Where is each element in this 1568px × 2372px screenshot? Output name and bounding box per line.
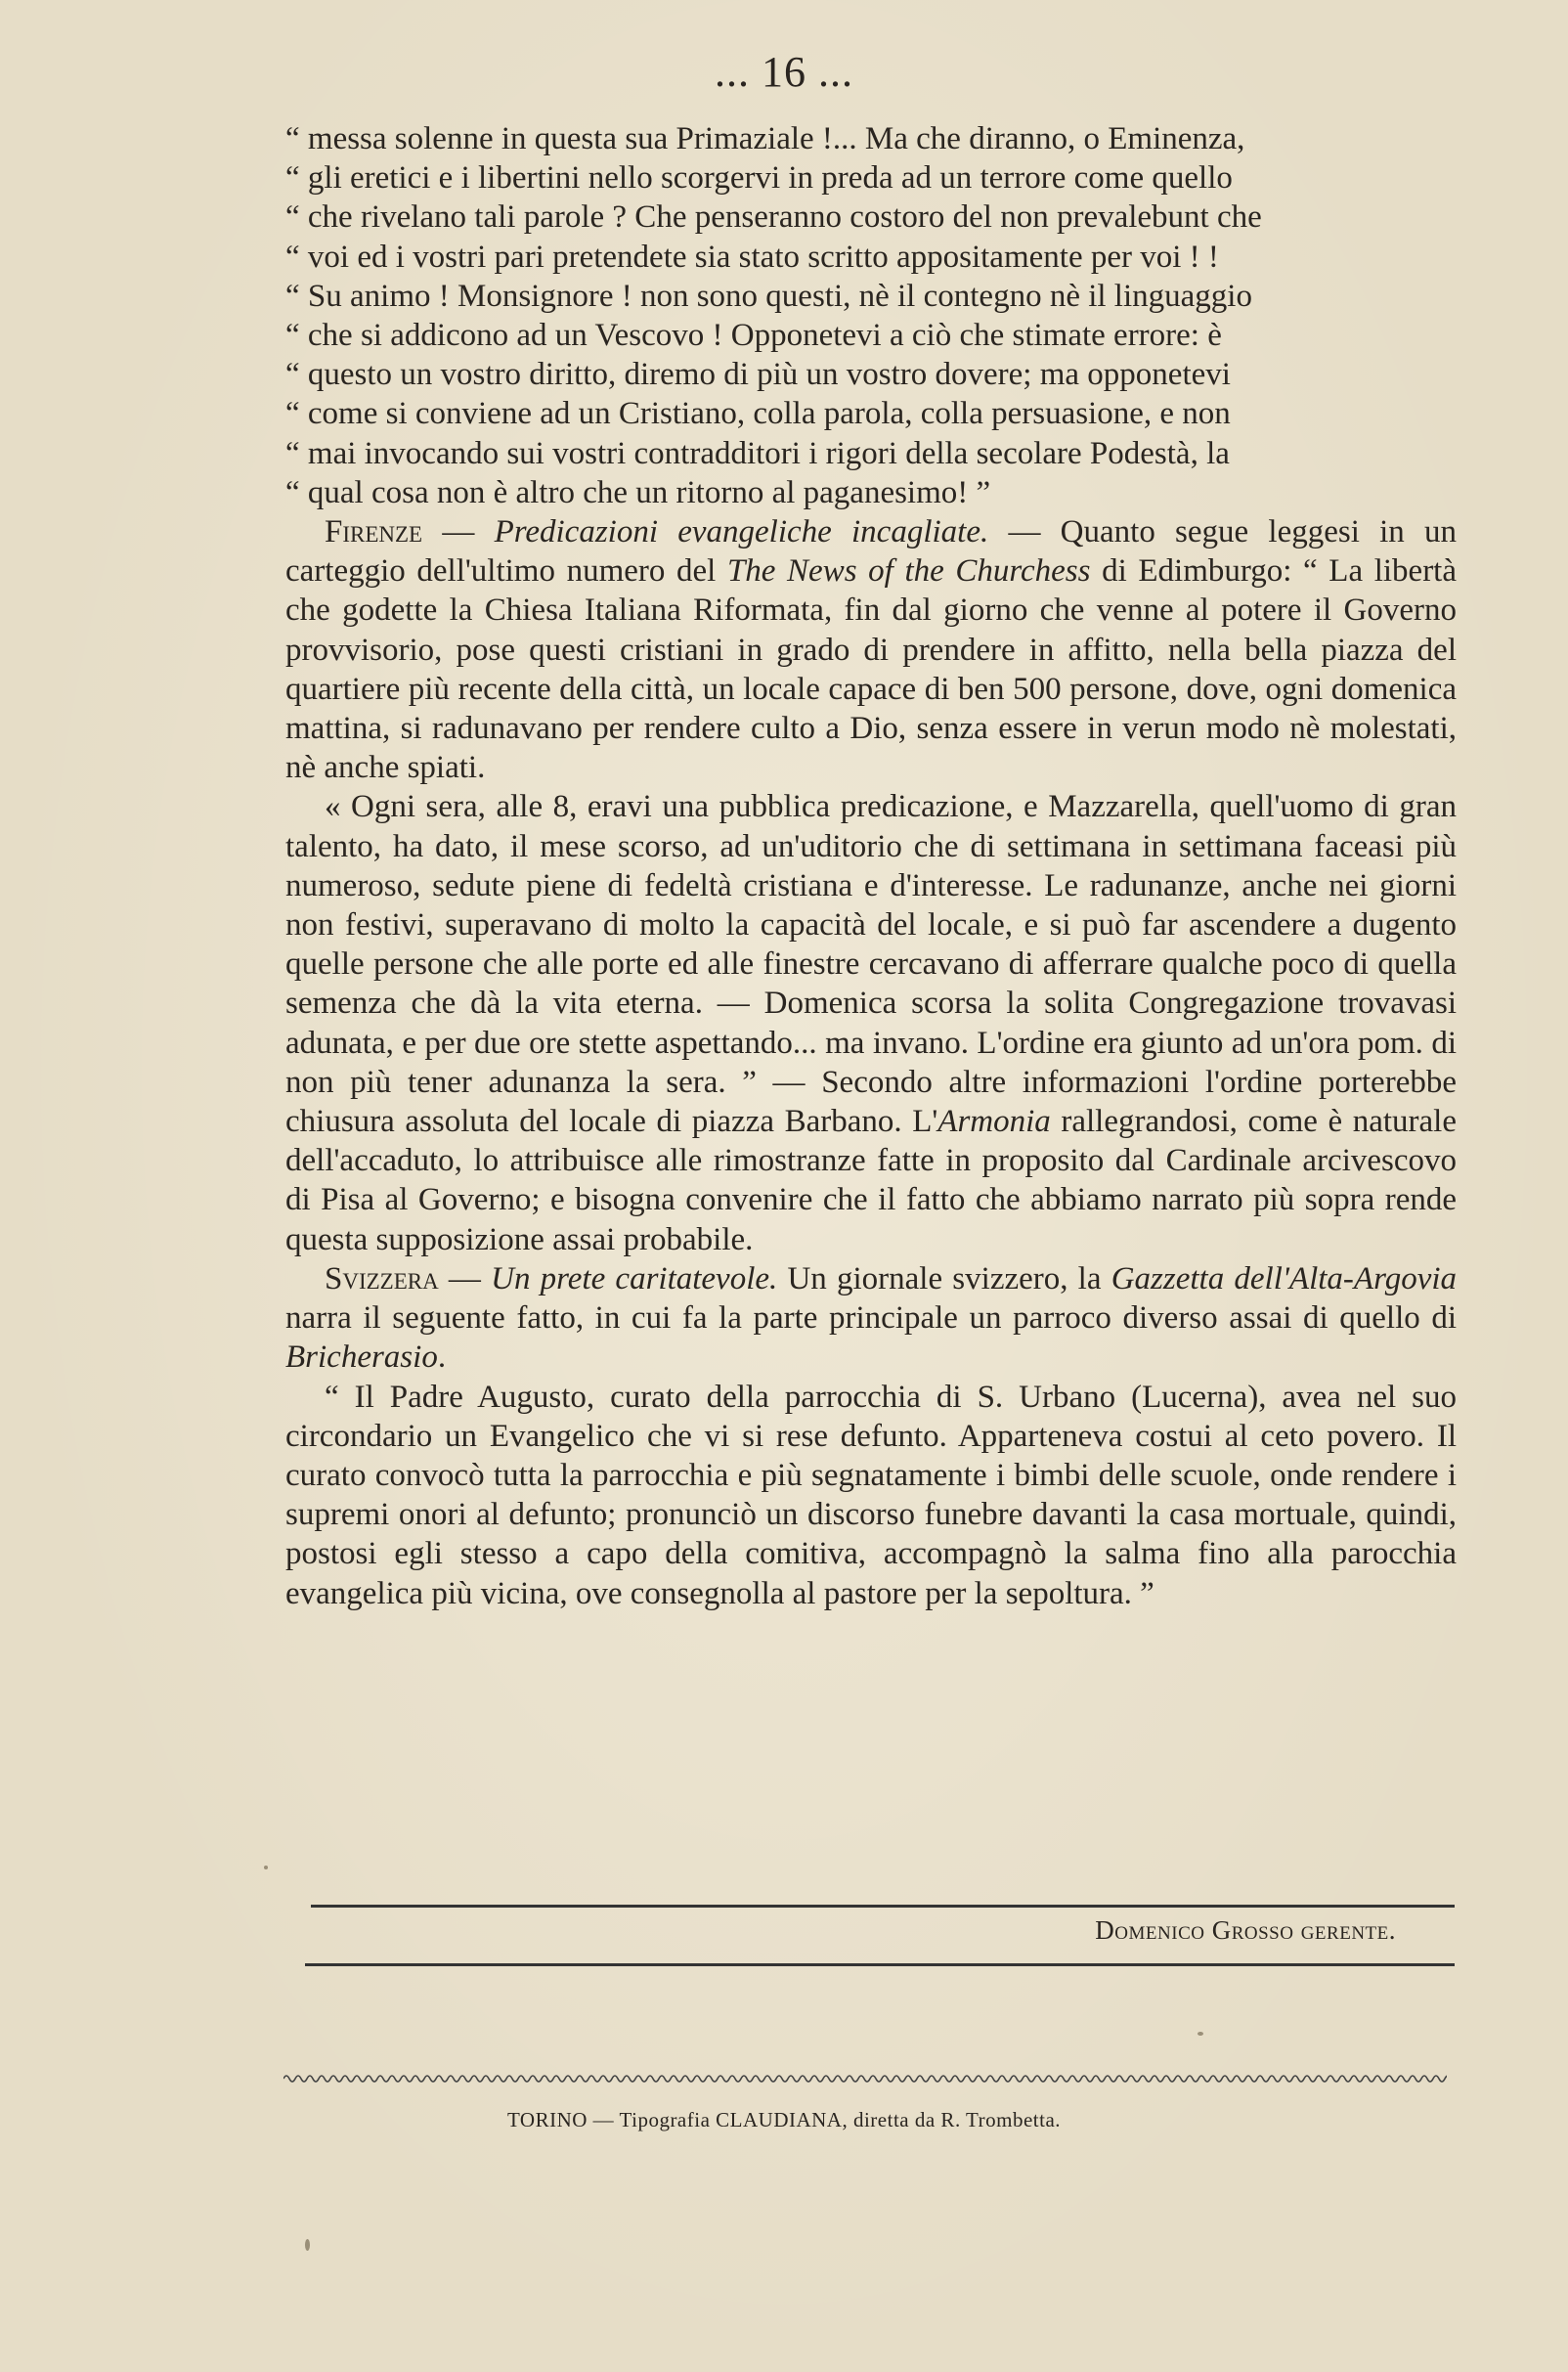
paragraph-firenze: [285, 512, 1457, 787]
paragraph-text: narra il seguente fatto, in cui fa la parte principale un parroco diverso assai di quello di: [285, 1300, 1457, 1337]
quoted-letter: [285, 119, 1457, 512]
quote-line: “ che si addicono ad un Vescovo ! Opponetevi a ciò che stimate errore: è: [285, 318, 1222, 354]
section-title: Un prete caritatevole.: [491, 1260, 778, 1296]
section-place: Svizzera: [325, 1260, 439, 1296]
quote-line: “ qual cosa non è altro che un ritorno al paganesimo! ”: [285, 474, 991, 510]
paragraph-text: .: [437, 1340, 447, 1376]
quote-line: “ questo un vostro diritto, diremo di più un vostro dovere; ma opponetevi: [285, 357, 1231, 393]
section-place: Firenze: [325, 514, 423, 550]
ink-speck: [264, 1866, 268, 1869]
paragraph-padre-augusto: “ Il Padre Augusto, curato della parrocchia di S. Urbano (Lucerna), avea nel suo circondario un Evangelico che vi si rese defunto. Apparteneva costui al ceto povero. Il curato convocò tutta la parrocchia e più segnatamente i bimbi delle scuole, onde rendere i supremi onori al defunto; pronunciò un discorso funebre davanti la casa mortuale, quindi, postosi egli stesso a capo della comitiva, accompagnò la salma fino alla parocchia evangelica più vicina, ove consegnolla al pastore per la sepoltura. ”: [285, 1379, 1457, 1611]
quote-line: “ Su animo ! Monsignore ! non sono questi, nè il contegno nè il linguaggio: [285, 278, 1252, 314]
signature: Domenico Grosso gerente.: [1095, 1915, 1396, 1945]
printer-imprint: TORINO — Tipografia CLAUDIANA, diretta da R. Trombetta.: [506, 2108, 1062, 2131]
divider-rule: [305, 1963, 1455, 1966]
journal-title: The News of the Churchess: [726, 553, 1091, 590]
journal-title: Armonia: [937, 1104, 1051, 1140]
quote-line: “ voi ed i vostri pari pretendete sia stato scritto appositamente per voi ! !: [285, 239, 1219, 275]
paragraph-ogni-sera: [285, 787, 1457, 1258]
paragraph-text: rallegrandosi, come è naturale dell'accaduto, lo attribuisce alle rimostranze fatte in proposito dal Cardinale arcivescovo di Pisa al Governo; e bisogna convenire che il fatto che abbiamo narrato più sopra rende questa supposizione assai probabile.: [285, 1104, 1457, 1257]
paragraph-text: di Edimburgo: “ La libertà che godette la Chiesa Italiana Riformata, fin dal giorno che venne al potere il Governo provvisorio, pose questi cristiani in grado di prendere in affitto, nella bella piazza del quartiere più recente della città, un locale capace di ben 500 persone, dove, ogni domenica mattina, si radunavano per rendere culto a Dio, senza essere in verun modo nè molestati, nè anche spiati.: [285, 553, 1457, 786]
ink-speck: [305, 2239, 310, 2251]
quote-line: “ gli eretici e i libertini nello scorgervi in preda ad un terrore come quello: [285, 160, 1233, 197]
ink-speck: [1198, 2032, 1203, 2036]
journal-title: Gazzetta dell'Alta-Argovia: [1111, 1260, 1458, 1296]
dash: —: [438, 1260, 492, 1296]
article-body: [285, 119, 1457, 1613]
divider-rule: [311, 1905, 1455, 1908]
section-title: Predicazioni evangeliche incagliate.: [494, 514, 989, 550]
paragraph-svizzera: [285, 1259, 1457, 1378]
paragraph-text: — Quanto segue leggesi in un carteggio dell'ultimo numero del: [285, 514, 1457, 590]
paragraph-text: « Ogni sera, alle 8, eravi una pubblica predicazione, e Mazzarella, quell'uomo di gran talento, ha dato, il mese scorso, ad un'uditorio che di settimana in settimana faceasi più numeroso, sedute piene di fedeltà cristiana e d'interesse. Le radunanze, anche nei giorni non festivi, superavano di molto la capacità del locale, e si può far ascendere a dugento quelle persone che alle porte ed alle finestre cercavano di afferrare qualche poco di quella semenza che dà la vita eterna. — Domenica scorsa la solita Congregazione trovavasi adunata, e per due ore stette aspettando... ma invano. L'ordine era giunto ad un'ora pom. di non più tener adunanza la sera. ” — Secondo altre informazioni l'ordine porterebbe chiusura assoluta del locale di piazza Barbano. L': [285, 789, 1457, 1140]
quote-line: “ messa solenne in questa sua Primaziale !... Ma che diranno, o Eminenza,: [285, 121, 1245, 156]
paragraph-text: Un giornale svizzero, la: [777, 1260, 1111, 1296]
page-number: ... 16 ...: [715, 48, 853, 96]
quote-line: “ mai invocando sui vostri contradditori i rigori della secolare Podestà, la: [285, 435, 1230, 471]
quote-line: “ come si conviene ad un Cristiano, colla parola, colla persuasione, e non: [285, 396, 1231, 432]
ornamental-wave-rule: [283, 2071, 1447, 2086]
place-name: Bricherasio: [285, 1340, 438, 1376]
quote-line: “ che rivelano tali parole ? Che penseranno costoro del non prevalebunt che: [285, 199, 1262, 236]
dash: —: [422, 514, 495, 550]
